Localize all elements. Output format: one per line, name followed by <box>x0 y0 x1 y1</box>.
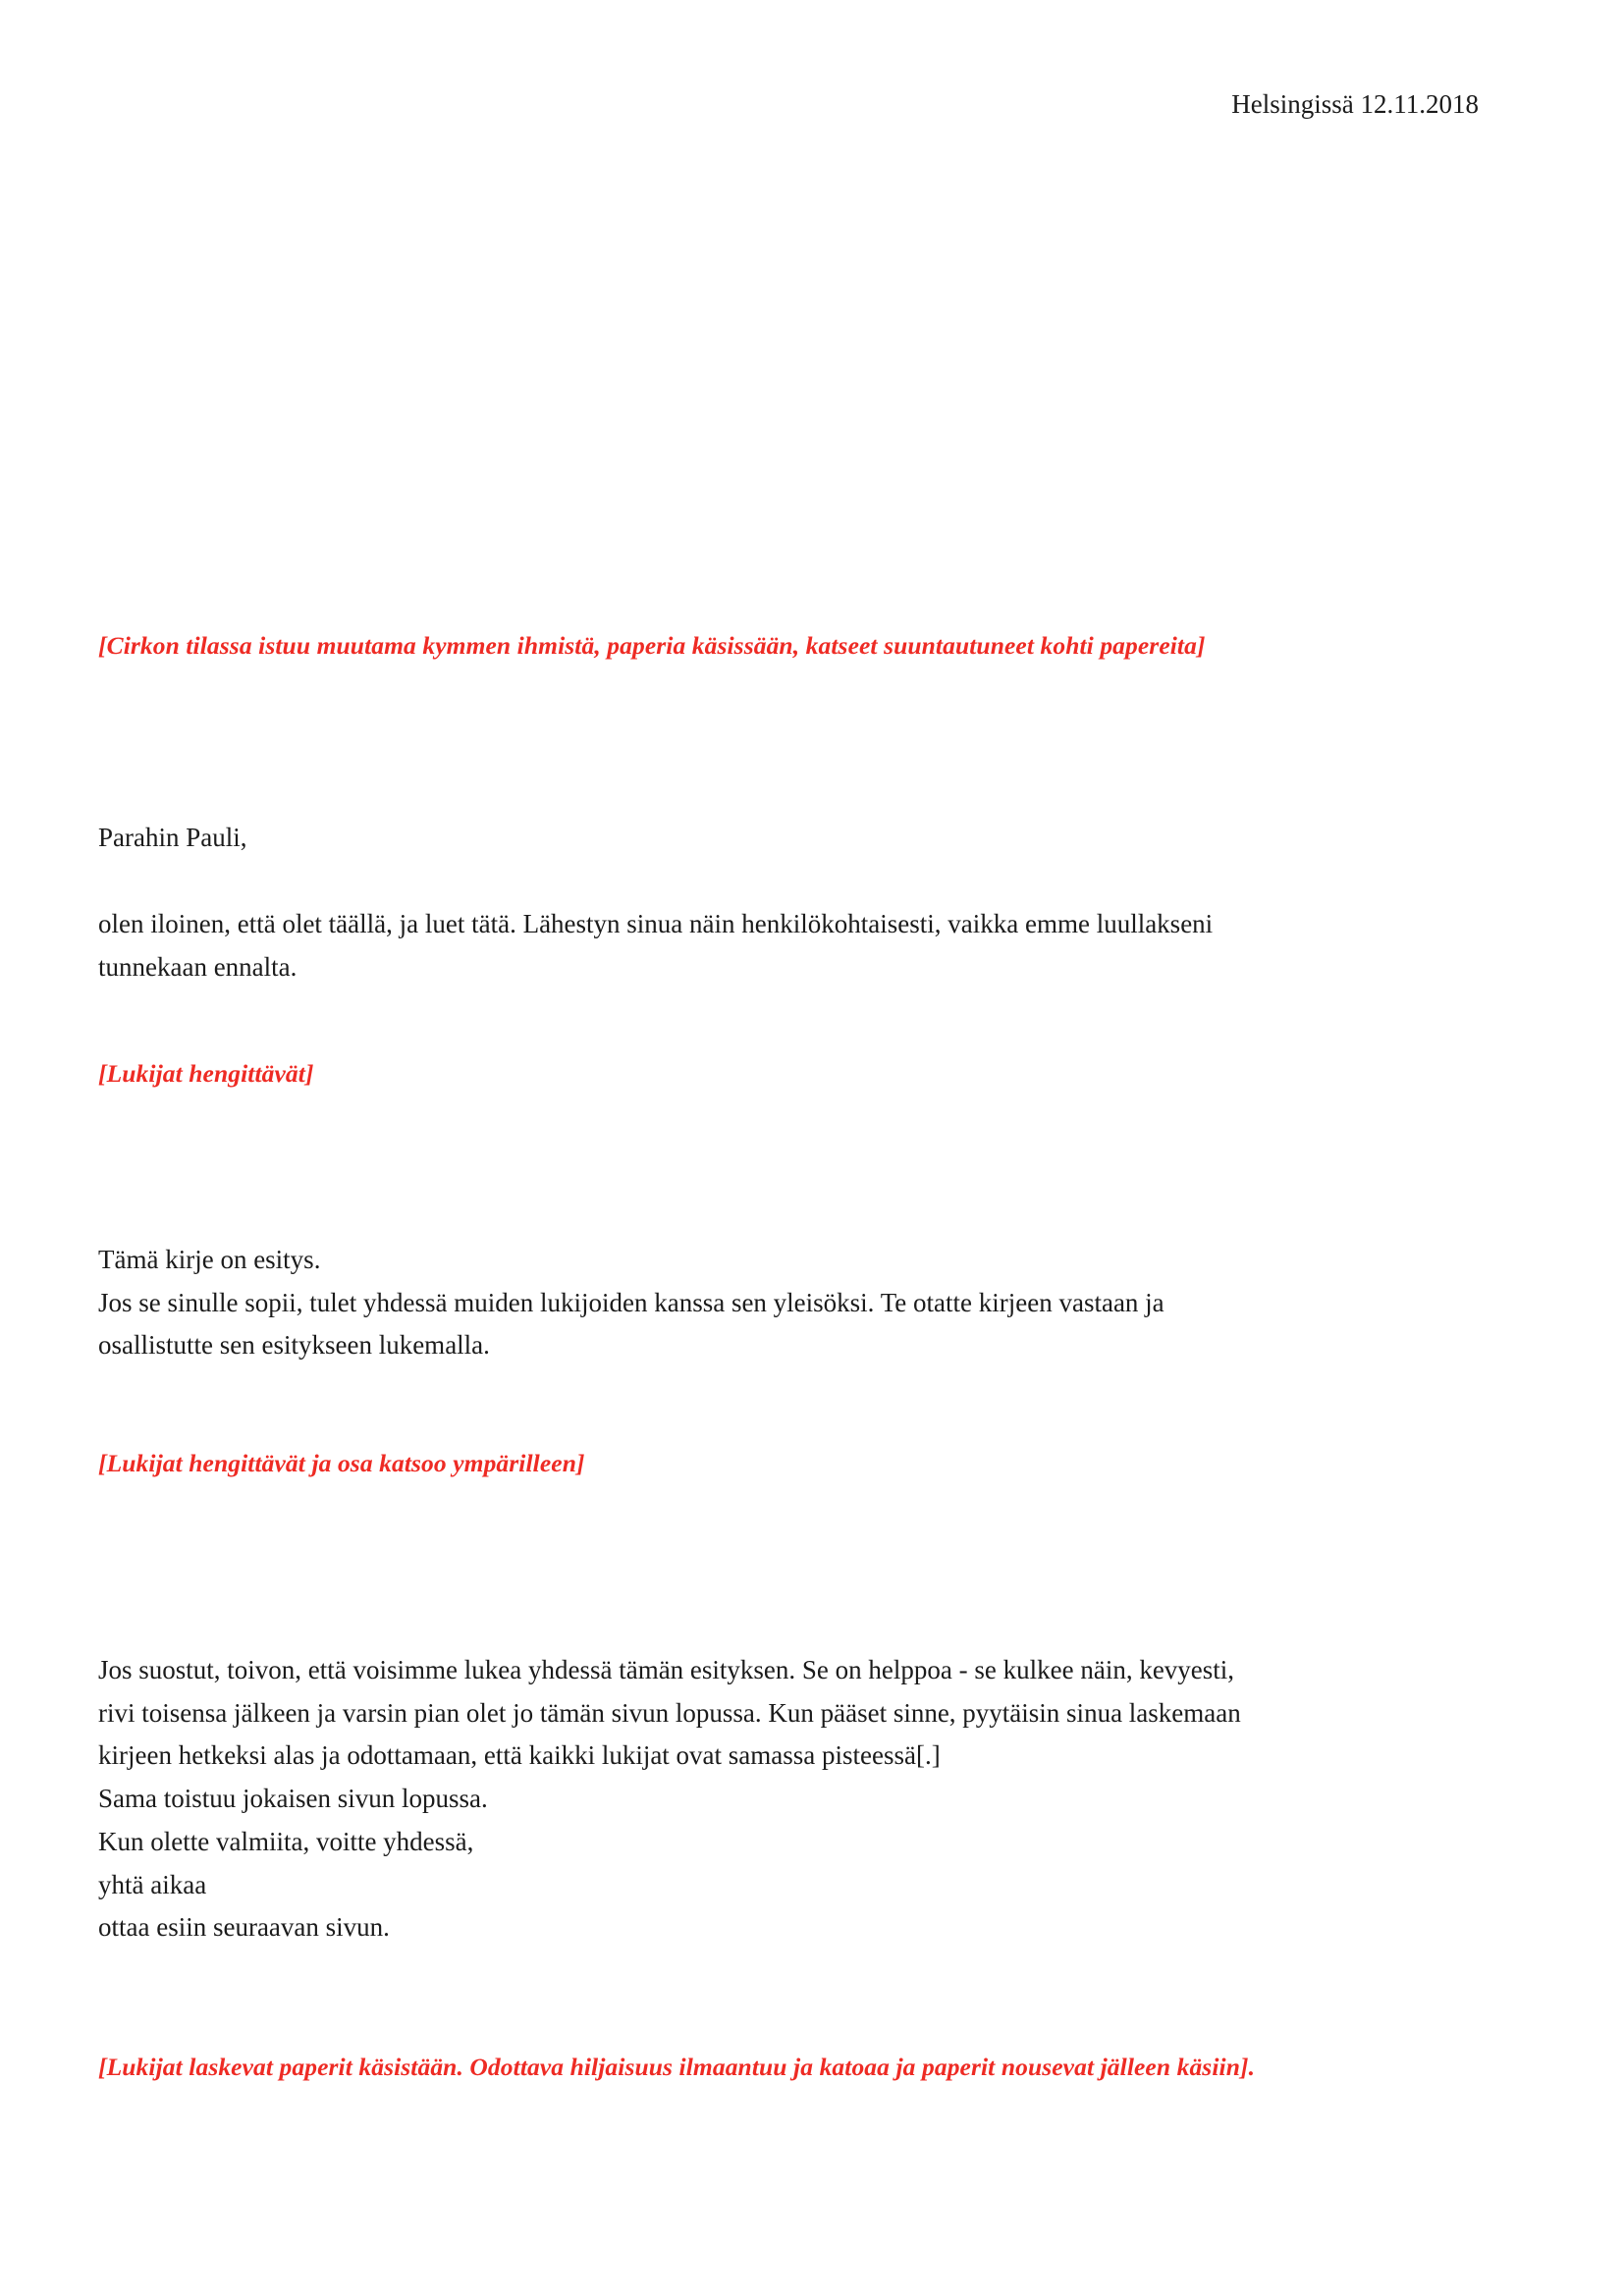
paragraph-line: Kun olette valmiita, voitte yhdessä, <box>98 1826 474 1856</box>
paragraph-line: Sama toistuu jokaisen sivun lopussa. <box>98 1784 488 1814</box>
paragraph-line: tunnekaan ennalta. <box>98 951 298 982</box>
paragraph-line: Jos suostut, toivon, että voisimme lukea yhdessä tämän esityksen. Se on helppoa - se kulkee näin, kevyesti, <box>98 1655 1235 1684</box>
stage-direction-3: [Lukijat hengittävät ja osa katsoo ympärilleen] <box>98 1449 585 1477</box>
stage-direction-2: [Lukijat hengittävät] <box>98 1059 314 1088</box>
main-paragraph <box>98 1649 1506 1949</box>
date-line: Helsingissä 12.11.2018 <box>1231 89 1479 119</box>
paragraph-line: ottaa esiin seuraavan sivun. <box>98 1912 390 1943</box>
stage-direction-4: [Lukijat laskevat paperit käsistään. Odottava hiljaisuus ilmaantuu ja katoaa ja paperit nousevat jälleen käsiin]. <box>98 2053 1256 2081</box>
greeting: Parahin Pauli, <box>98 823 247 852</box>
paragraph-line: Tämä kirje on esitys. <box>98 1245 321 1274</box>
paragraph-line: yhtä aikaa <box>98 1869 207 1899</box>
paragraph-line: Jos se sinulle sopii, tulet yhdessä muiden lukijoiden kanssa sen yleisöksi. Te otatte kirjeen vastaan ja <box>98 1287 1164 1317</box>
intro-paragraph <box>98 903 1506 988</box>
paragraph-line: osallistutte sen esitykseen lukemalla. <box>98 1330 490 1361</box>
paragraph-line: kirjeen hetkeksi alas ja odottamaan, että kaikki lukijat ovat samassa pisteessä[.] <box>98 1740 941 1771</box>
esitys-paragraph <box>98 1239 1506 1367</box>
paragraph-line: olen iloinen, että olet täällä, ja luet tätä. Lähestyn sinua näin henkilökohtaisesti, vaikka emme luullakseni <box>98 909 1214 938</box>
stage-direction-1: [Cirkon tilassa istuu muutama kymmen ihmistä, paperia käsissään, katseet suuntautuneet kohti papereita] <box>98 631 1206 660</box>
paragraph-line: rivi toisensa jälkeen ja varsin pian olet jo tämän sivun lopussa. Kun pääset sinne, pyytäisin sinua laskemaan <box>98 1697 1241 1728</box>
